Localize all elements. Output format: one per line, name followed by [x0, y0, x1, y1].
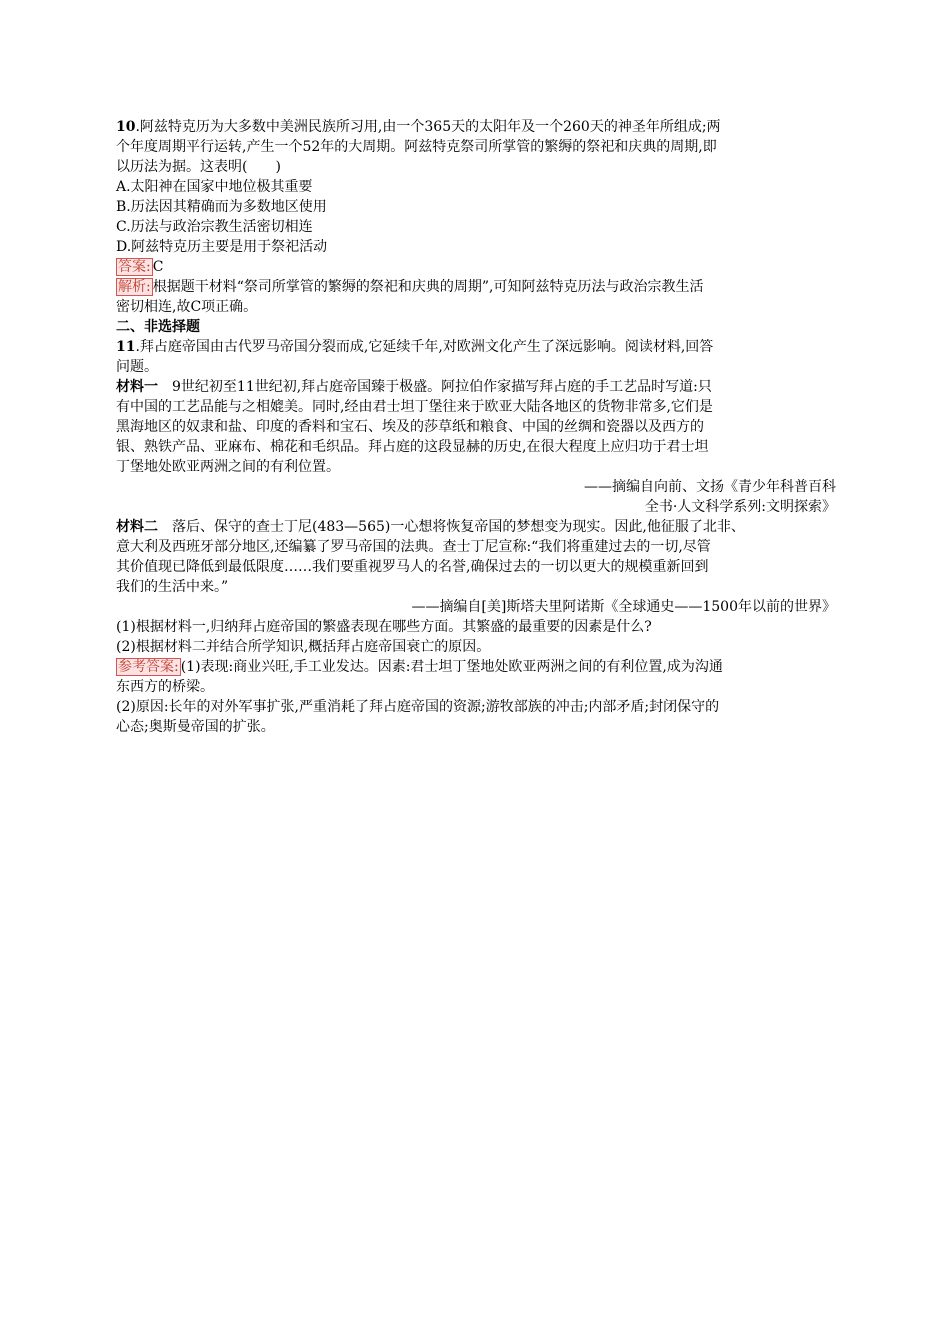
sub-question-1: (1)根据材料一,归纳拜占庭帝国的繁盛表现在哪些方面。其繁盛的最重要的因素是什么?: [116, 619, 652, 635]
material-1-label: 材料一: [116, 379, 158, 395]
material-1-line: 黑海地区的奴隶和盐、印度的香料和宝石、埃及的莎草纸和粮食、中国的丝绸和瓷器以及西方的: [116, 419, 704, 435]
material-1-line: 有中国的工艺品能与之相媲美。同时,经由君士坦丁堡往来于欧亚大陆各地区的货物非常多,它们是: [116, 399, 713, 415]
material-1-source: ——摘编自向前、文扬《青少年科普百科: [584, 479, 836, 495]
answer-line: [116, 257, 836, 277]
analysis-tag: 解析:: [118, 279, 151, 295]
answer-tag: 答案:: [118, 259, 151, 275]
analysis-line: 密切相连,故C项正确。: [116, 299, 258, 315]
question-10: [116, 117, 836, 317]
option-b: B.历法因其精确而为多数地区使用: [116, 199, 327, 215]
sub-question-2: (2)根据材料二并结合所学知识,概括拜占庭帝国衰亡的原因。: [116, 639, 491, 655]
question-11-stem-line: 11.拜占庭帝国由古代罗马帝国分裂而成,它延续千年,对欧洲文化产生了深远影响。阅读材料,回答: [116, 339, 714, 355]
option-a: A.太阳神在国家中地位极其重要: [116, 179, 313, 195]
material-1-line: 丁堡地处欧亚两洲之间的有利位置。: [116, 459, 340, 475]
reference-answer-line: 东西方的桥梁。: [116, 679, 214, 695]
reference-answer-tag: 参考答案:: [118, 659, 179, 675]
material-2-line: 我们的生活中来。”: [116, 579, 229, 595]
answer-value: C: [152, 259, 164, 275]
option-c: C.历法与政治宗教生活密切相连: [116, 219, 313, 235]
question-11-stem-line: 问题。: [116, 359, 158, 375]
material-1-line: 材料一 9世纪初至11世纪初,拜占庭帝国臻于极盛。阿拉伯作家描写拜占庭的手工艺品时写道:只: [116, 379, 712, 395]
question-11: [116, 337, 836, 737]
reference-answer-line: 心态;奥斯曼帝国的扩张。: [116, 719, 275, 735]
material-2-line: 材料二 落后、保守的查士丁尼(483—565)一心想将恢复帝国的梦想变为现实。因此,他征服了北非、: [116, 519, 745, 535]
question-10-stem-line: 以历法为据。这表明( ): [116, 159, 281, 175]
material-2-source: ——摘编自[美]斯塔夫里阿诺斯《全球通史——1500年以前的世界》: [411, 599, 836, 615]
reference-answer-line: (2)原因:长年的对外军事扩张,严重消耗了拜占庭帝国的资源;游牧部族的冲击;内部矛盾;封闭保守的: [116, 699, 720, 715]
section-title: 二、非选择题: [116, 319, 200, 335]
material-1-line: 银、熟铁产品、亚麻布、棉花和毛织品。拜占庭的这段显赫的历史,在很大程度上应归功于君士坦: [116, 439, 709, 455]
document-page: [116, 117, 836, 737]
material-2-label: 材料二: [116, 519, 158, 535]
material-2-line: 其价值现已降低到最低限度……我们要重视罗马人的名誉,确保过去的一切以更大的规模重新回到: [116, 559, 709, 575]
question-10-stem-line: 10.阿兹特克历为大多数中美洲民族所习用,由一个365天的太阳年及一个260天的神圣年所组成;两: [116, 119, 721, 135]
option-d: D.阿兹特克历主要是用于祭祀活动: [116, 239, 328, 255]
analysis-line: 解析: 根据题干材料“祭司所掌管的繁缛的祭祀和庆典的周期”,可知阿兹特克历法与政治宗教生活: [118, 279, 704, 295]
question-10-stem-line: 个年度周期平行运转,产生一个52年的大周期。阿兹特克祭司所掌管的繁缛的祭祀和庆典的周期,即: [116, 139, 717, 155]
question-number: 11: [116, 339, 136, 355]
material-2-line: 意大利及西班牙部分地区,还编纂了罗马帝国的法典。查士丁尼宣称:“我们将重建过去的一切,尽管: [116, 539, 711, 555]
question-number: 10: [116, 119, 136, 135]
material-1-source: 全书·人文科学系列:文明探索》: [644, 499, 836, 515]
reference-answer-line: 参考答案: (1)表现:商业兴旺,手工业发达。因素:君士坦丁堡地处欧亚两洲之间的有利位置,成为沟通: [118, 659, 723, 675]
